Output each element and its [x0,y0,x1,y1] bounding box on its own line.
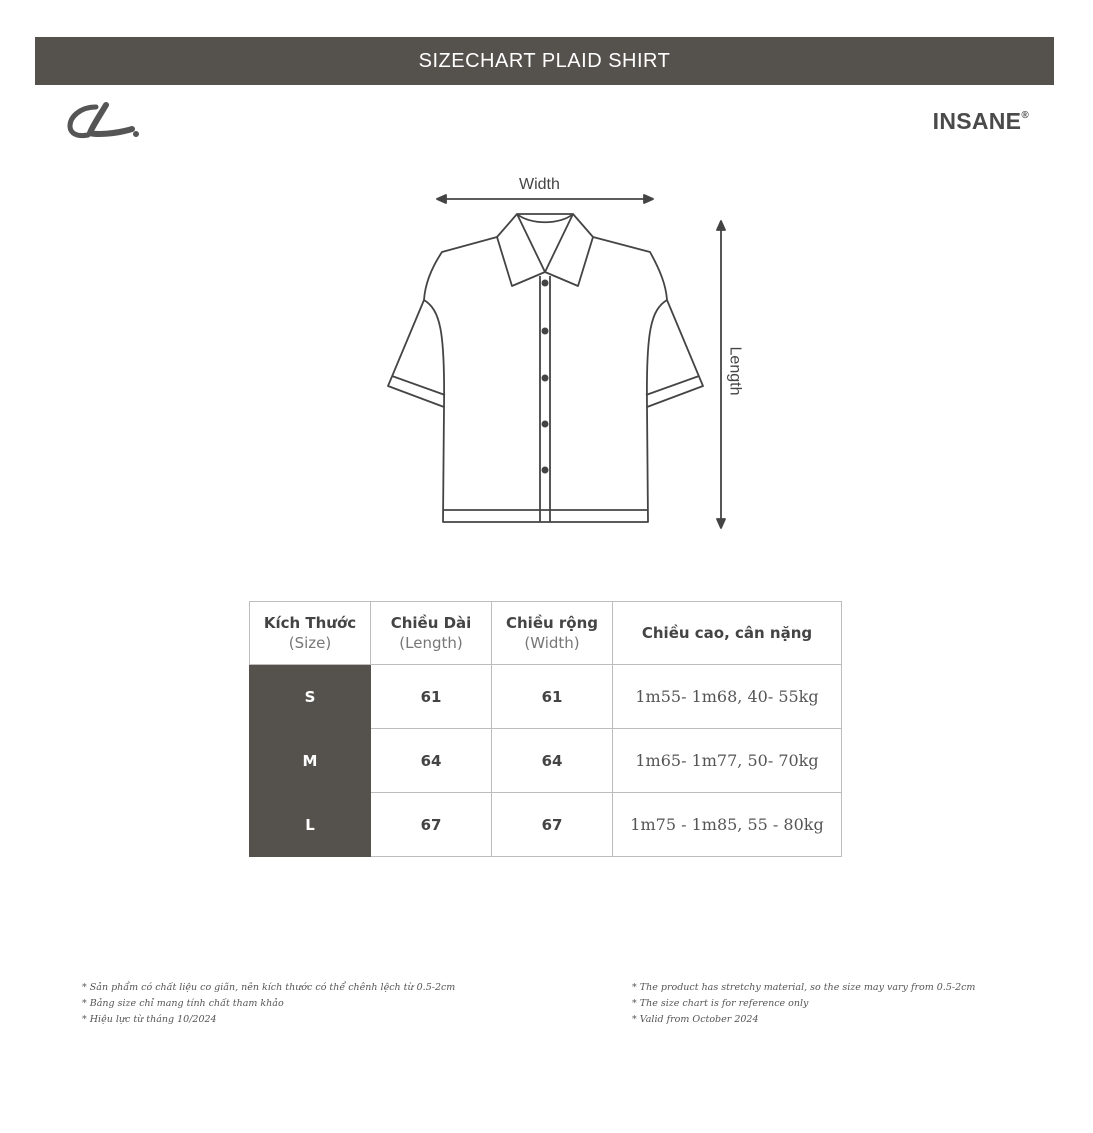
note-line: * The size chart is for reference only [632,998,809,1009]
size-cell: S [250,665,371,729]
fit-cell: 1m65- 1m77, 50- 70kg [613,729,842,793]
table-header-row [250,602,842,665]
table-row [250,665,842,729]
width-cell: 61 [492,665,613,729]
width-cell: 64 [492,729,613,793]
header-size: Kích Thước (Size) [250,602,371,665]
notes-english [632,980,975,1028]
width-label: Width [519,176,560,193]
title-bar [35,37,1054,85]
width-cell: 67 [492,793,613,857]
fit-cell: 1m75 - 1m85, 55 - 80kg [613,793,842,857]
il-logo-icon [66,101,142,143]
note-line: * Valid from October 2024 [632,1014,759,1025]
header-length: Chiều Dài (Length) [371,602,492,665]
length-label: Length [726,346,744,396]
length-cell: 61 [371,665,492,729]
length-cell: 67 [371,793,492,857]
header-height-weight: Chiều cao, cân nặng [613,602,842,665]
header-width: Chiều rộng (Width) [492,602,613,665]
note-line: * Hiệu lực từ tháng 10/2024 [82,1014,217,1025]
notes-vietnamese [82,980,455,1028]
fit-cell: 1m55- 1m68, 40- 55kg [613,665,842,729]
size-cell: L [250,793,371,857]
note-line: * Bảng size chỉ mang tính chất tham khảo [82,998,284,1009]
page-title: SIZECHART PLAID SHIRT [418,49,671,72]
note-line: * The product has stretchy material, so the size may vary from 0.5-2cm [632,982,976,993]
brand-name: INSANE® [932,108,1029,134]
shirt-outline-icon [370,170,770,540]
table-row [250,729,842,793]
size-table [249,601,842,857]
table-row [250,793,842,857]
note-line: * Sản phẩm có chất liệu co giãn, nên kích thước có thể chênh lệch từ 0.5-2cm [82,982,456,993]
length-cell: 64 [371,729,492,793]
size-cell: M [250,729,371,793]
